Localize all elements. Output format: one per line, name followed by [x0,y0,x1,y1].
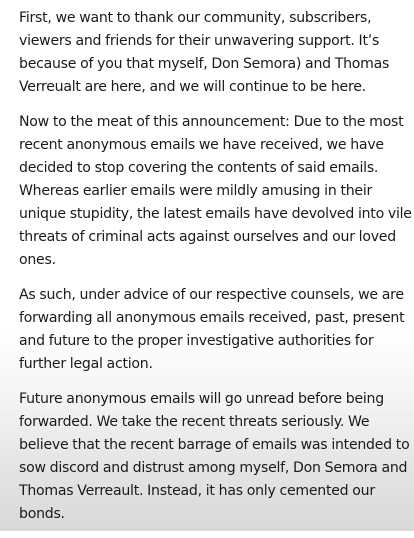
text-line: forwarded. We take the recent threats seriously. We [19,414,370,430]
text-line: viewers and friends for their unwavering support. It’s [19,33,380,49]
text-line: Thomas Verreault. Instead, it has only cemented our [19,483,375,499]
text-line: Verreualt are here, and we will continue to be here. [19,79,366,95]
text-line: sow discord and distrust among myself, Don Semora and [19,460,408,476]
statement-body [19,7,412,538]
text-line: unique stupidity, the latest emails have devolved into vile [19,206,412,222]
text-line: Future anonymous emails will go unread before being [19,391,384,407]
text-line: forwarding all anonymous emails received, past, present [19,310,405,326]
text-line: ones. [19,252,56,268]
text-line: further legal action. [19,356,153,372]
text-line: believe that the recent barrage of emails was intended to [19,437,410,453]
text-line: As such, under advice of our respective counsels, we are [19,287,404,303]
text-line: Now to the meat of this announcement: Due to the most [19,114,404,130]
paragraph-legal-action [19,284,405,376]
text-line: Whereas earlier emails were mildly amusing in their [19,183,373,199]
text-line: threats of criminal acts against ourselves and our loved [19,229,396,245]
text-line: and future to the proper investigative authorities for [19,333,374,349]
paragraph-announcement [19,111,412,272]
text-line: recent anonymous emails we have received, we have [19,137,384,153]
paragraph-thanks [19,7,405,99]
paragraph-future-emails [19,388,410,526]
text-line: bonds. [19,506,65,522]
text-line: decided to stop covering the contents of said emails. [19,160,379,176]
text-line: First, we want to thank our community, subscribers, [19,10,372,26]
text-line: because of you that myself, Don Semora) and Thomas [19,56,390,72]
